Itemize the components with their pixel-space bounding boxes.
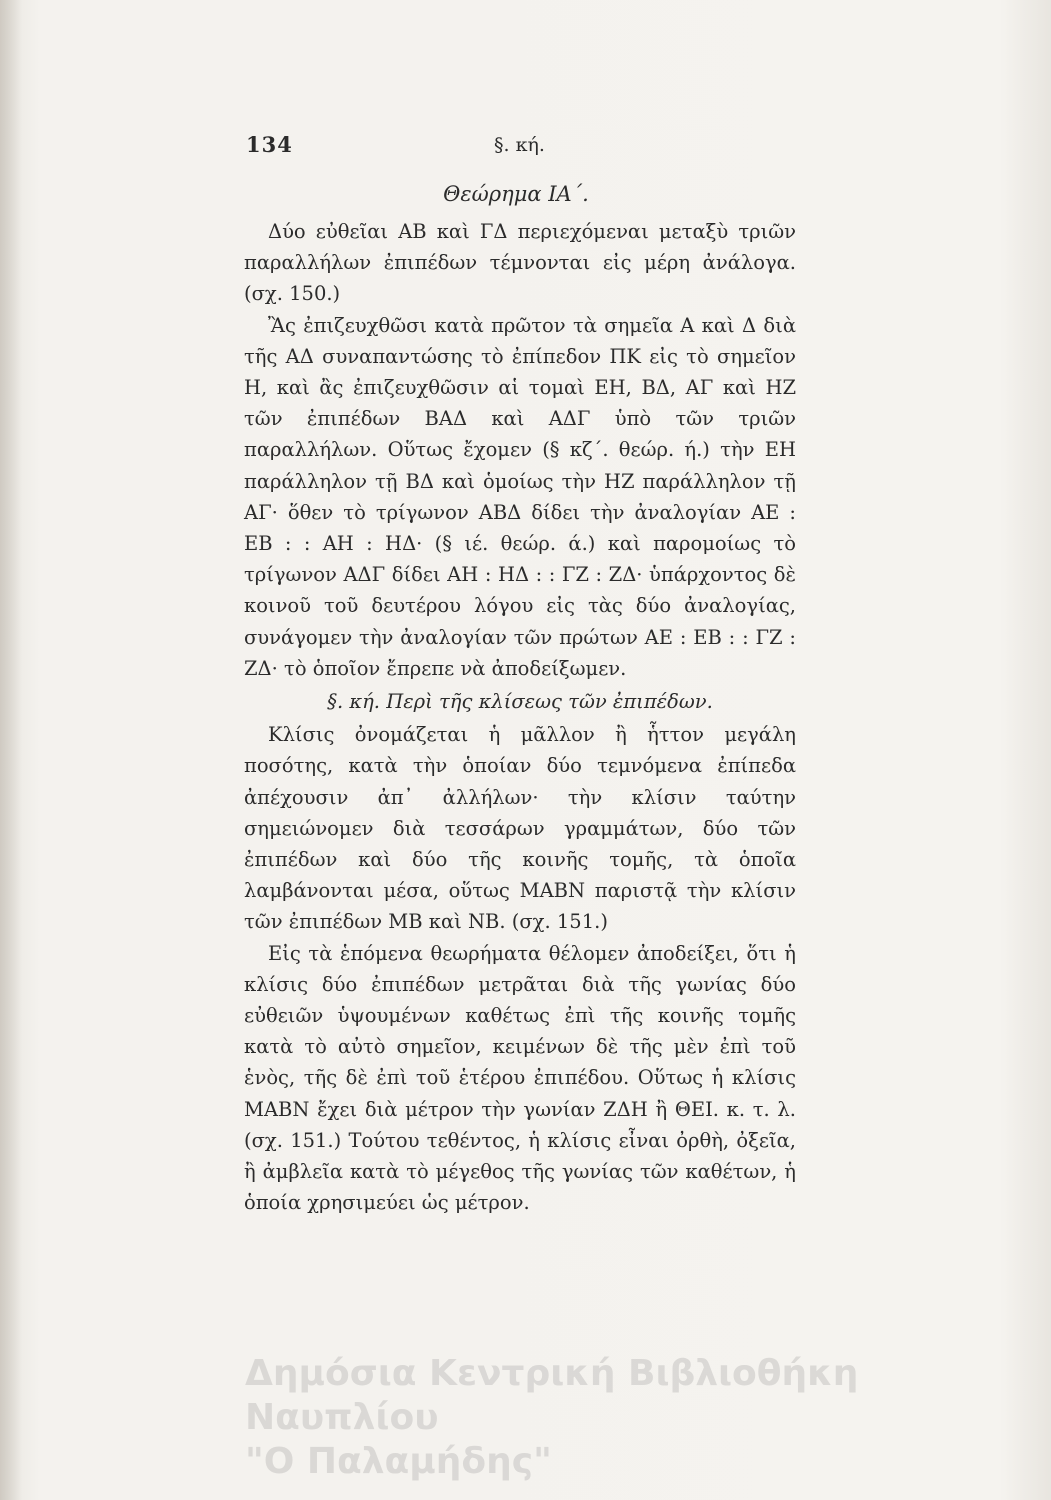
watermark-line-1: Δημόσια Κεντρική Βιβλιοθήκη Ναυπλίου xyxy=(245,1353,859,1438)
page-number: 134 xyxy=(246,132,293,157)
page-edge-shadow xyxy=(0,0,22,1500)
library-watermark xyxy=(245,1352,1025,1484)
measure-paragraph: Εἰς τὰ ἑπόμενα θεωρήματα θέλομεν ἀποδείξει, ὅτι ἡ κλίσις δύο ἐπιπέδων μετρᾶται διὰ τῆς γωνίας δύο εὐθειῶν ὑψουμένων καθέτως ἐπὶ τῆς κοινῆς τομῆς κατὰ τὸ αὐτὸ σημεῖον, κειμένων δὲ τῆς μὲν ἐπὶ τοῦ ἑνὸς, τῆς δὲ ἐπὶ τοῦ ἑτέρου ἐπιπέδου. Οὕτως ἡ κλίσις ΜΑΒΝ ἔχει διὰ μέτρον τὴν γωνίαν ΖΔΗ ἢ ΘΕΙ. κ. τ. λ. (σχ. 151.) Τούτου τεθέντος, ἡ κλίσις εἶναι ὀρθὴ, ὀξεῖα, ἢ ἀμβλεῖα κατὰ τὸ μέγεθος τῆς γωνίας τῶν καθέτων, ἡ ὁποία χρησιμεύει ὡς μέτρον. xyxy=(244,941,796,1215)
theorem-statement: Δύο εὐθεῖαι ΑΒ καὶ ΓΔ περιεχόμεναι μεταξὺ τριῶν παραλλήλων ἐπιπέδων τέμνονται εἰς μέρη ἀνάλογα. (σχ. 150.) xyxy=(244,220,796,306)
theorem-title: Θεώρημα ΙΑ΄. xyxy=(443,182,589,206)
section-heading: §. κή. Περὶ τῆς κλίσεως τῶν ἐπιπέδων. xyxy=(327,690,713,714)
definition-paragraph: Κλίσις ὀνομάζεται ἡ μᾶλλον ἢ ἧττον μεγάλη ποσότης, κατὰ τὴν ὁποίαν δύο τεμνόμενα ἐπίπεδα ἀπέχουσιν ἀπ᾽ ἀλλήλων· τὴν κλίσιν ταύτην σημειώνομεν διὰ τεσσάρων γραμμάτων, δύο τῶν ἐπιπέδων καὶ δύο τῆς κοινῆς τομῆς, τὰ ὁποῖα λαμβάνονται μέσα, οὕτως ΜΑΒΝ παριστᾷ τὴν κλίσιν τῶν ἐπιπέδων ΜΒ καὶ ΝΒ. (σχ. 151.) xyxy=(244,723,796,934)
section-mark: §. κή. xyxy=(494,134,545,156)
theorem-proof: Ἂς ἐπιζευχθῶσι κατὰ πρῶτον τὰ σημεῖα Α καὶ Δ διὰ τῆς ΑΔ συναπαντώσης τὸ ἐπίπεδον ΠΚ εἰς τὸ σημεῖον Η, καὶ ἂς ἐπιζευχθῶσιν αἱ τομαὶ ΕΗ, ΒΔ, ΑΓ καὶ ΗΖ τῶν ἐπιπέδων ΒΑΔ καὶ ΑΔΓ ὑπὸ τῶν τριῶν παραλλήλων. Οὕτως ἔχομεν (§ κζ΄. θεώρ. ή.) τὴν ΕΗ παράλληλον τῇ ΒΔ καὶ ὁμοίως τὴν ΗΖ παράλληλον τῇ ΑΓ· ὅθεν τὸ τρίγωνον ΑΒΔ δίδει τὴν ἀναλογίαν ΑΕ : ΕΒ : : ΑΗ : ΗΔ· (§ ιέ. θεώρ. ά.) καὶ παρομοίως τὸ τρίγωνον ΑΔΓ δίδει ΑΗ : ΗΔ : : ΓΖ : ΖΔ· ὑπάρχοντος δὲ κοινοῦ τοῦ δευτέρου λόγου εἰς τὰς δύο ἀναλογίας, συνάγομεν τὴν ἀναλογίαν τῶν πρώτων ΑΕ : ΕΒ : : ΓΖ : ΖΔ· τὸ ὁποῖον ἔπρεπε νὰ ἀποδείξωμεν. xyxy=(244,313,796,680)
watermark-line-2: "Ο Παλαμήδης" xyxy=(245,1441,552,1482)
running-head xyxy=(246,132,786,162)
body-text xyxy=(244,216,796,1219)
